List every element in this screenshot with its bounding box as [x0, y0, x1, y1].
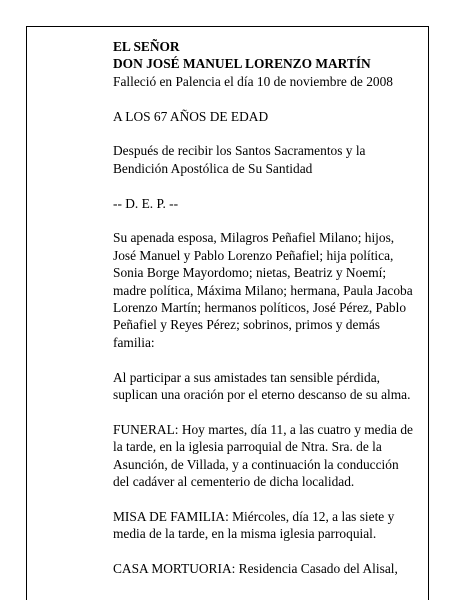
title-line: EL SEÑOR: [113, 39, 180, 54]
sacraments-block: [113, 142, 413, 177]
dep-line: -- D. E. P. --: [113, 195, 179, 211]
casa-line: CASA MORTUORIA: Residencia Casado del Alisal,: [113, 561, 398, 577]
death-info: Falleció en Palencia el día 10 de noviembre de 2008: [113, 73, 393, 89]
family-line: familia:: [113, 334, 155, 350]
prayer-line: suplican una oración por el eterno descanso de su alma.: [113, 387, 411, 403]
age-line: A LOS 67 AÑOS DE EDAD: [113, 108, 269, 124]
sacraments-line: Después de recibir los Santos Sacramentos y la: [113, 143, 366, 159]
funeral-line: FUNERAL: Hoy martes, día 11, a las cuatro y media de: [113, 421, 413, 437]
misa-line: MISA DE FAMILIA: Miércoles, día 12, a las siete y: [113, 508, 395, 524]
obituary-text: [113, 38, 413, 577]
dep-block: [113, 195, 413, 212]
funeral-line: la tarde, en la iglesia parroquial de Ntra. Sra. de la: [113, 439, 382, 455]
misa-line: media de la tarde, en la misma iglesia parroquial.: [113, 526, 377, 542]
funeral-line: del cadáver al cementerio de dicha localidad.: [113, 474, 355, 490]
family-line: Sonia Borge Mayordomo; nietas, Beatriz y Noemí;: [113, 265, 387, 281]
prayer-line: Al participar a sus amistades tan sensible pérdida,: [113, 369, 380, 385]
age-block: [113, 108, 413, 125]
deceased-name: DON JOSÉ MANUEL LORENZO MARTÍN: [113, 56, 371, 72]
sacraments-line: Bendición Apostólica de Su Santidad: [113, 160, 313, 176]
family-line: Su apenada esposa, Milagros Peñafiel Milano; hijos,: [113, 230, 395, 246]
family-line: Lorenzo Martín; hermanos políticos, José Pérez, Pablo: [113, 300, 407, 316]
prayer-block: [113, 369, 413, 404]
misa-block: [113, 508, 413, 543]
family-line: José Manuel y Pablo Lorenzo Peñafiel; hija política,: [113, 247, 394, 263]
family-line: Peñafiel y Reyes Pérez; sobrinos, primos y demás: [113, 317, 381, 333]
family-block: [113, 229, 413, 351]
funeral-line: Asunción, de Villada, y a continuación la conducción: [113, 456, 399, 472]
header-block: [113, 38, 413, 90]
funeral-block: [113, 421, 413, 491]
casa-block: [113, 560, 413, 577]
family-line: madre política, Máxima Milano; hermana, Paula Jacoba: [113, 282, 413, 298]
